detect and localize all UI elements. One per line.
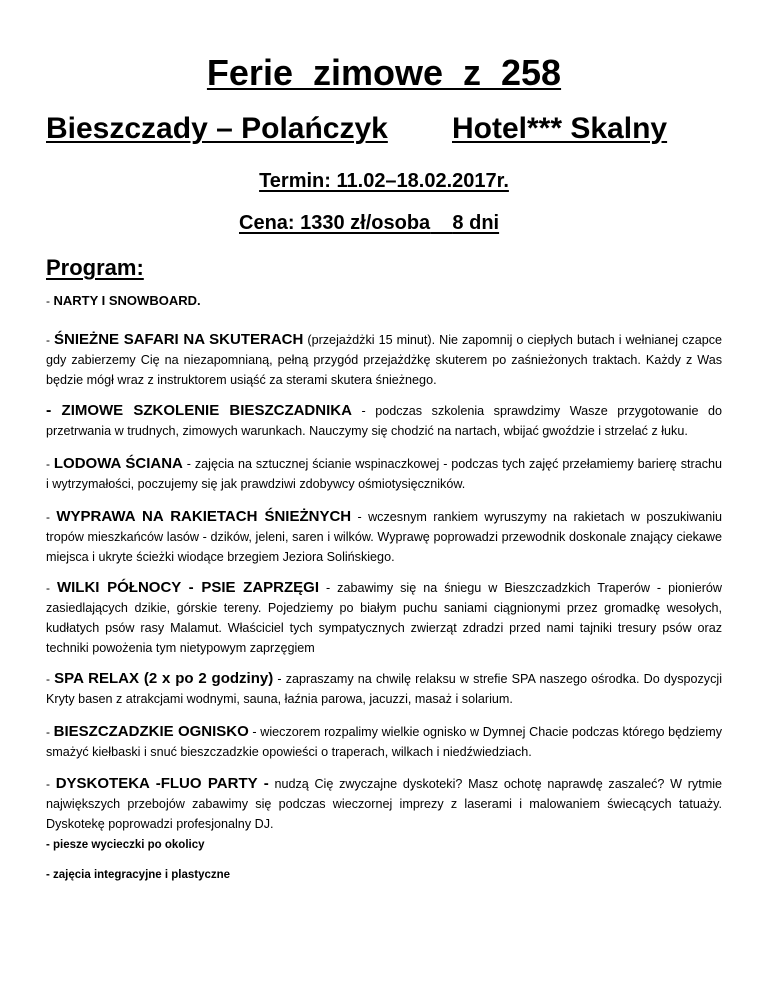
program-item-text: - zajęcia na sztucznej ścianie wspinaczkowej - podczas tych zajęć przełamiemy barierę strachu i wytrzymałości, poczujemy się jak prawdziwi zdobywcy ośmiotysięczników. bbox=[46, 457, 723, 491]
program-item: - NARTY I SNOWBOARD. bbox=[46, 293, 201, 308]
program-item: - BIESZCZADZKIE OGNISKO - wieczorem rozpalimy wielkie ognisko w Dymnej Chacie podczas którego będziemy smażyć kiełbaski i snuć bieszczadzkie opowieści o traperach, wilkach i niedźwiedziach. bbox=[46, 723, 723, 759]
hotel-heading: Hotel*** Skalny bbox=[452, 112, 668, 145]
program-item-text: - wieczorem rozpalimy wielkie ognisko w Dymnej Chacie podczas którego będziemy smażyć kiełbaski i snuć bieszczadzkie opowieści o traperach, wilkach i niedźwiedziach. bbox=[46, 725, 723, 759]
program-item: - SPA RELAX (2 x po 2 godziny) - zapraszamy na chwilę relaksu w strefie SPA naszego ośrodka. Do dyspozycji Kryty basen z atrakcjami wodnymi, sauna, łaźnia parowa, jacuzzi, masaż i solarium. bbox=[46, 670, 722, 706]
program-item-text: nudzą Cię zwyczajne dyskoteki? Masz ochotę naprawdę zaszaleć? W rytmie największych przebojów zabawimy się podczas wieczornej imprezy z laserami i malowaniem świecących tatuaży. Dyskotekę poprowadzi profesjonalny DJ. bbox=[46, 777, 722, 831]
program-item: - ZIMOWE SZKOLENIE BIESZCZADNIKA - podczas szkolenia sprawdzimy Wasze przygotowanie do przetrwania w trudnych, zimowych warunkach. Nauczymy się chodzić na nartach, wbijać gwoździe i strzelać z łuku. bbox=[46, 402, 723, 438]
program-item-title: DYSKOTEKA -FLUO PARTY - bbox=[55, 775, 269, 792]
duration-text: 8 dni bbox=[452, 212, 500, 234]
program-item-text: - zapraszamy na chwilę relaksu w strefie SPA naszego ośrodka. Do dyspozycji Kryty basen z atrakcjami wodnymi, sauna, łaźnia parowa, jacuzzi, masaż i solarium. bbox=[46, 672, 722, 706]
program-item: - ŚNIEŻNE SAFARI NA SKUTERACH (przejażdżki 15 minut). Nie zapomnij o ciepłych butach i wełnianej czapce gdy zabierzemy Cię na niezapomnianą, pełną przygód przejażdżkę skuterem po zaśnieżonych traktach. Każdy z Was będzie mógł wraz z instruktorem usiąść za sterami skutera śnieżnego. bbox=[46, 331, 723, 387]
date-range bbox=[0, 170, 768, 193]
date-range-text: Termin: 11.02–18.02.2017r. bbox=[259, 170, 509, 192]
program-item-title: LODOWA ŚCIANA bbox=[53, 455, 183, 472]
program-item-title: WYPRAWA NA RAKIETACH ŚNIEŻNYCH bbox=[56, 508, 352, 525]
program-item-title: BIESZCZADZKIE OGNISKO bbox=[53, 723, 249, 740]
program-item-text: - zabawimy się na śniegu w Bieszczadzkich Traperów - pionierów zasiedlających dzikie, górskie tereny. Pojedziemy po białym puchu saniami ciągnionymi przez gromadkę wesołych, kudłatych psów rasy Malamut. Właściciel tych sympatycznych zwierząt zdradzi przed nami tajniki tresury psów oraz techniki powożenia tym nietypowym zaprzęgiem bbox=[46, 581, 723, 655]
program-item-text: - podczas szkolenia sprawdzimy Wasze przygotowanie do przetrwania w trudnych, zimowych warunkach. Nauczymy się chodzić na nartach, wbijać gwoździe i strzelać z łuku. bbox=[46, 404, 723, 438]
program-item-text: - wczesnym rankiem wyruszymy na rakietach w poszukiwaniu tropów mieszkańców lasów - dzików, jeleni, saren i wilków. Wyprawę poprowadzi przewodnik doskonale znający ciekawe miejsca i ukryte ścieżki wiodące brzegiem Jeziora Solińskiego. bbox=[46, 510, 722, 564]
program-extra-walks: - piesze wycieczki po okolicy bbox=[46, 839, 205, 851]
program-item-text: (przejażdżki 15 minut). Nie zapomnij o ciepłych butach i wełnianej czapce gdy zabierzemy Cię na niezapomnianą, pełną przygód przejażdżkę skuterem po zaśnieżonych traktach. Każdy z Was będzie mógł wraz z instruktorem usiąść za sterami skutera śnieżnego. bbox=[46, 333, 723, 387]
page-title: Ferie zimowe z 258 bbox=[206, 52, 562, 93]
program-extra-workshops: - zajęcia integracyjne i plastyczne bbox=[46, 869, 231, 881]
program-item-title: ZIMOWE SZKOLENIE BIESZCZADNIKA bbox=[51, 402, 352, 419]
program-item: - WILKI PÓŁNOCY - PSIE ZAPRZĘGI - zabawimy się na śniegu w Bieszczadzkich Traperów - pionierów zasiedlających dzikie, górskie tereny. Pojedziemy po białym puchu saniami ciągnionymi przez gromadkę wesołych, kudłatych psów rasy Malamut. Właściciel tych sympatycznych zwierząt zdradzi przed nami tajniki tresury psów oraz techniki powożenia tym nietypowym zaprzęgiem bbox=[46, 579, 723, 655]
program-item-title: SPA RELAX (2 x po 2 godziny) bbox=[54, 670, 274, 687]
program-item-title: ŚNIEŻNE SAFARI NA SKUTERACH bbox=[54, 331, 304, 348]
program-item: - WYPRAWA NA RAKIETACH ŚNIEŻNYCH - wczesnym rankiem wyruszymy na rakietach w poszukiwaniu tropów mieszkańców lasów - dzików, jeleni, saren i wilków. Wyprawę poprowadzi przewodnik doskonale znający ciekawe miejsca i ukryte ścieżki wiodące brzegiem Jeziora Solińskiego. bbox=[46, 508, 722, 564]
program-item: - LODOWA ŚCIANA - zajęcia na sztucznej ścianie wspinaczkowej - podczas tych zajęć przełamiemy barierę strachu i wytrzymałości, poczujemy się jak prawdziwi zdobywcy ośmiotysięczników. bbox=[46, 455, 723, 491]
price-line bbox=[239, 212, 499, 235]
location-heading: Bieszczady – Polańczyk bbox=[46, 112, 388, 145]
program-heading: Program: bbox=[46, 255, 144, 280]
program-item-title: NARTY I SNOWBOARD. bbox=[53, 293, 201, 308]
program-item: - DYSKOTEKA -FLUO PARTY - nudzą Cię zwyczajne dyskoteki? Masz ochotę naprawdę zaszaleć? W rytmie największych przebojów zabawimy się podczas wieczornej imprezy z laserami i malowaniem świecących tatuaży. Dyskotekę poprowadzi profesjonalny DJ. bbox=[46, 775, 722, 831]
program-item-title: WILKI PÓŁNOCY - PSIE ZAPRZĘGI bbox=[56, 579, 319, 596]
price-text: Cena: 1330 zł/osoba bbox=[239, 212, 431, 234]
